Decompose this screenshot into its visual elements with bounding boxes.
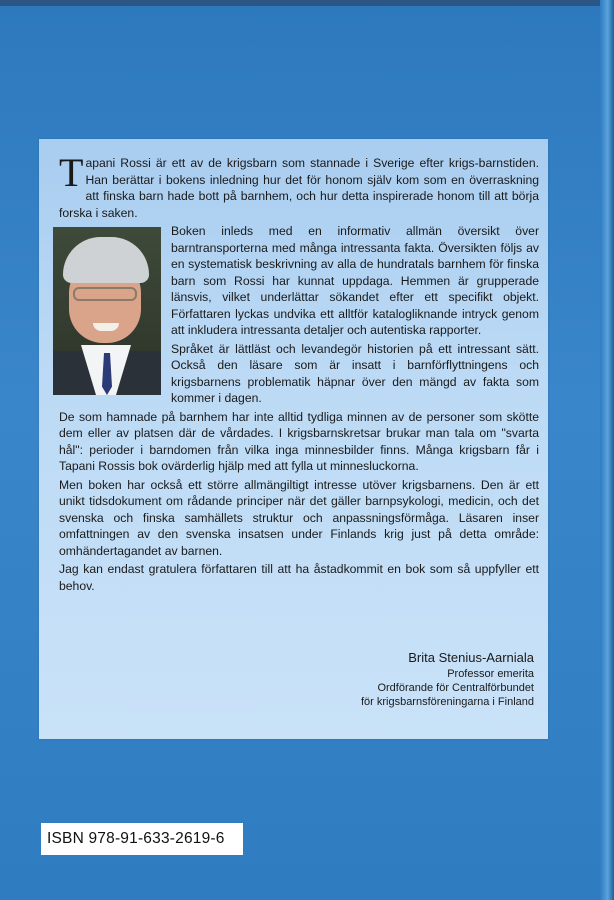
paragraph-5: Men boken har också ett större allmängiltigt intresse utöver krigsbarnens. Den är ett unikt tidsdokument om rådande principer när det gäller barnpsykologi, medicin, och det svenska och finska samhällets struktur och anpassningsförmåga. Läsaren inser omfattningen av den svenska insatsen under Finlands krig just på detta område: omhändertagandet av barnen. [59,477,539,558]
signature-block [361,649,534,709]
cover-spine-edge [600,0,614,900]
paragraph-3: Språket är lättläst och levandegör historien på ett intressant sätt. Också den läsare som är insatt i barnförflyttningens och krigsbarnens problematik häpnar över den mängd av fakta som kommer i dagen. [171,341,539,405]
blurb-panel [39,139,548,739]
blurb-text [59,150,539,596]
paragraph-6: Jag kan endast gratulera författaren till att ha åstadkommit en bok som så uppfyller ett behov. [59,562,539,593]
paragraph-1 [59,150,539,221]
drop-cap: T [59,150,84,195]
signature-name: Brita Stenius-Aarniala [408,650,534,665]
cover-top-edge [0,0,614,6]
author-photo [53,227,161,395]
signature-role-1: Professor emerita [447,668,534,680]
signature-role-2: Ordförande för Centralförbundet [377,682,534,694]
paragraph-1-text: apani Rossi är ett av de krigsbarn som stannade i Sverige efter krigs-barnstiden. Han berättar i bokens inledning hur det för honom själv kom som en överraskning att finska barn hade bott på barnhem, och hur detta inspirerade honom till att börja forska i saken. [59,156,539,220]
isbn-label: ISBN 978-91-633-2619-6 [41,823,243,855]
signature-role-3: för krigsbarnsföreningarna i Finland [360,696,534,708]
paragraph-4: De som hamnade på barnhem har inte alltid tydliga minnen av de personer som skötte dem eller av platsen där de vårdades. I krigsbarnskretsar brukar man tala om "svarta hål": perioder i barndomen från vilka inga minnesbilder finns. Många krigsbarn får i Tapani Rossis bok ovärderlig hjälp med att fylla ut minnesluckorna. [59,409,539,473]
paragraph-2: Boken inleds med en informativ allmän översikt över barntransporterna med många intressanta fakta. Översikten följs av en systematisk beskrivning av alla de hundratals barnhem för finska barn som Rossi har kunnat uppdaga. Hemmen är grupperade länsvis, vilket underlättar sökandet efter ett specifikt objekt. Författaren lyckas undvika ett alltför katalogliknande intryck genom att inkludera intressanta detaljer och autentiska rapporter. [171,224,539,337]
